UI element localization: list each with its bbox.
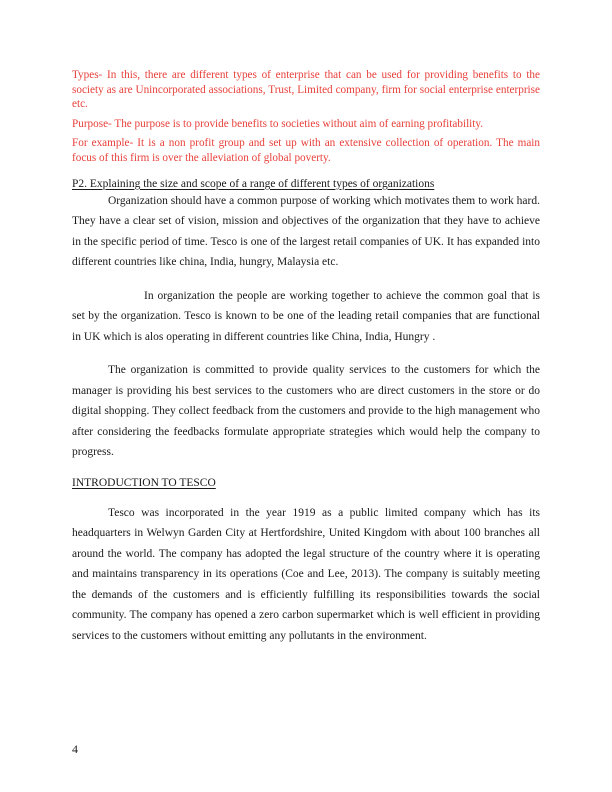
p2-heading: P2. Explaining the size and scope of a range of different types of organizations — [72, 177, 435, 190]
types-note: Types- In this, there are different types of enterprise that can be used for providing benefits to the society as are Unincorporated associations, Trust, Limited company, firm for social enterprise enterprise etc. — [72, 69, 540, 111]
p2-paragraph-3: The organization is committed to provide quality services to the customers for which the manager is providing his best services to the customers who are direct customers in the store or do digital shopping. They collect feedback from the customers and provide to the high management who after considering the feedbacks formulate appropriate strategies which would help the company to progress. — [72, 364, 540, 459]
p2-paragraph-1: Organization should have a common purpose of working which motivates them to work hard. They have a clear set of vision, mission and objectives of the organization that they have to achieve in the specific period of time. Tesco is one of the largest retail companies of UK. It has expanded into different countries like china, India, hungry, Malaysia etc. — [72, 194, 540, 269]
p2-paragraph-2: In organization the people are working together to achieve the common goal that is set by the organization. Tesco is known to be one of the leading retail companies that are functional in UK which is alos operating in different countries like China, India, Hungry . — [72, 289, 540, 343]
page-number: 4 — [72, 742, 78, 756]
purpose-note: Purpose- The purpose is to provide benefits to societies without aim of earning profitability. — [72, 117, 484, 130]
document-page — [72, 68, 540, 646]
intro-paragraph: Tesco was incorporated in the year 1919 as a public limited company which has its headquarters in Welwyn Garden City at Hertfordshire, United Kingdom with about 100 branches all around the world. The company has adopted the legal structure of the country where it is operating and maintains transparency in its operations (Coe and Lee, 2013). The company is suitably meeting the demands of the customers and is efficiently fulfilling its responsibilities towards the social community. The company has opened a zero carbon supermarket which is well efficient in providing services to the customers without emitting any pollutants in the environment. — [72, 506, 540, 642]
example-note: For example- It is a non profit group and set up with an extensive collection of operation. The main focus of this firm is over the alleviation of global poverty. — [72, 137, 540, 164]
intro-heading: INTRODUCTION TO TESCO — [72, 476, 216, 489]
